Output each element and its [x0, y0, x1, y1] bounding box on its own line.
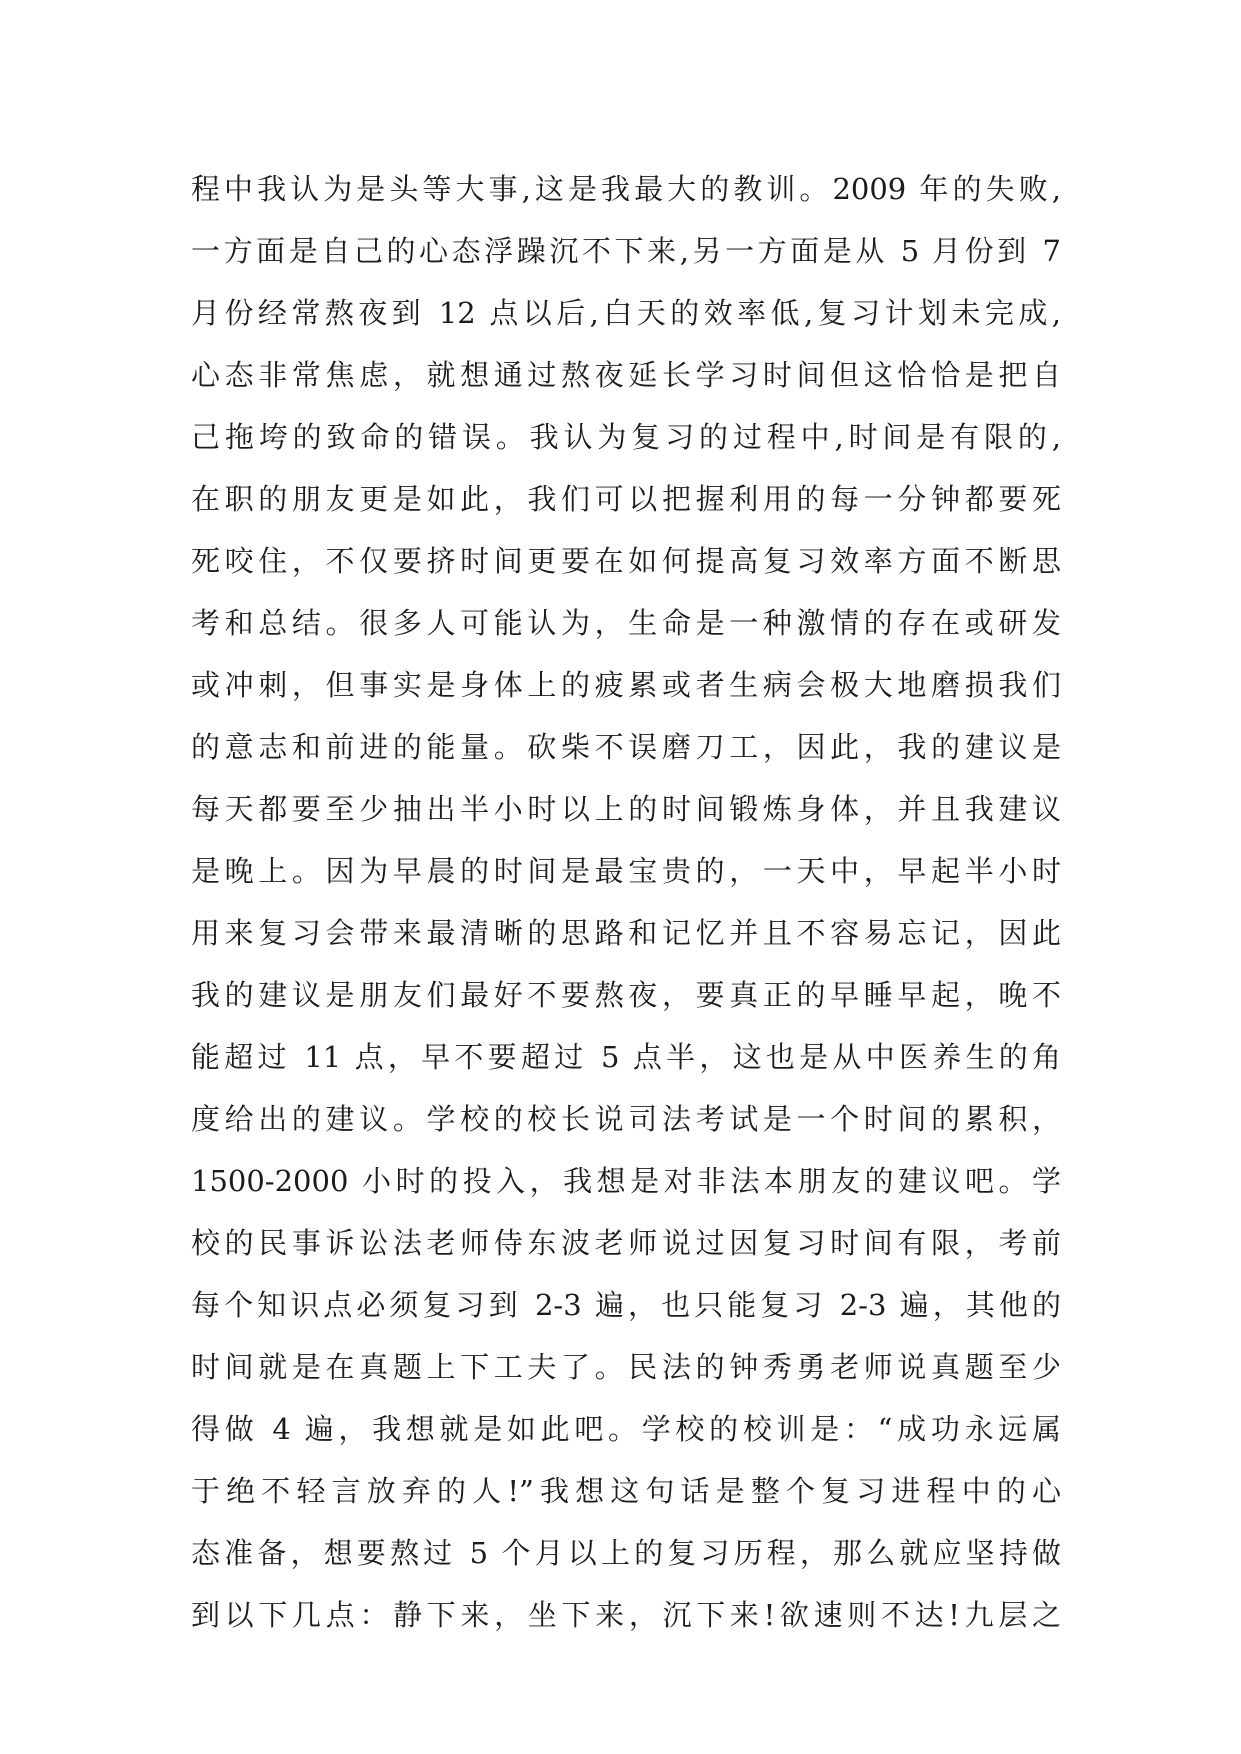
text-line: 在职的朋友更是如此，我们可以把握利用的每一分钟都要死 [191, 482, 1061, 516]
text-line: 或冲刺，但事实是身体上的疲累或者生病会极大地磨损我们 [191, 668, 1061, 702]
text-line: 用来复习会带来最清晰的思路和记忆并且不容易忘记，因此 [191, 916, 1061, 950]
text-line: 我的建议是朋友们最好不要熬夜，要真正的早睡早起，晚不 [191, 978, 1061, 1012]
text-line: 到以下几点：静下来，坐下来，沉下来!欲速则不达!九层之 [191, 1598, 1061, 1632]
text-line: 每个知识点必须复习到 2-3 遍，也只能复习 2-3 遍，其他的 [191, 1288, 1061, 1322]
text-line: 能超过 11 点，早不要超过 5 点半，这也是从中医养生的角 [191, 1040, 1061, 1074]
text-line: 于绝不轻言放弃的人!”我想这句话是整个复习进程中的心 [191, 1474, 1061, 1508]
body-text [191, 158, 1061, 1646]
text-line: 时间就是在真题上下工夫了。民法的钟秀勇老师说真题至少 [191, 1350, 1061, 1384]
text-line: 校的民事诉讼法老师侍东波老师说过因复习时间有限，考前 [191, 1226, 1061, 1260]
text-line: 是晚上。因为早晨的时间是最宝贵的，一天中，早起半小时 [191, 854, 1061, 888]
text-line: 每天都要至少抽出半小时以上的时间锻炼身体，并且我建议 [191, 792, 1061, 826]
text-line: 考和总结。很多人可能认为，生命是一种激情的存在或研发 [191, 606, 1061, 640]
text-line: 态准备，想要熬过 5 个月以上的复习历程，那么就应坚持做 [191, 1536, 1061, 1570]
text-line: 程中我认为是头等大事,这是我最大的教训。2009 年的失败, [191, 172, 1061, 206]
text-line: 一方面是自己的心态浮躁沉不下来,另一方面是从 5 月份到 7 [191, 234, 1061, 268]
text-line: 月份经常熬夜到 12 点以后,白天的效率低,复习计划未完成, [191, 296, 1061, 330]
text-line: 的意志和前进的能量。砍柴不误磨刀工，因此，我的建议是 [191, 730, 1061, 764]
text-line: 得做 4 遍，我想就是如此吧。学校的校训是：“成功永远属 [191, 1412, 1061, 1446]
text-line: 1500-2000 小时的投入，我想是对非法本朋友的建议吧。学 [191, 1164, 1061, 1198]
text-line: 心态非常焦虑，就想通过熬夜延长学习时间但这恰恰是把自 [191, 358, 1061, 392]
text-line: 己拖垮的致命的错误。我认为复习的过程中,时间是有限的, [191, 420, 1061, 454]
text-line: 度给出的建议。学校的校长说司法考试是一个时间的累积， [191, 1102, 1061, 1136]
text-line: 死咬住，不仅要挤时间更要在如何提高复习效率方面不断思 [191, 544, 1061, 578]
